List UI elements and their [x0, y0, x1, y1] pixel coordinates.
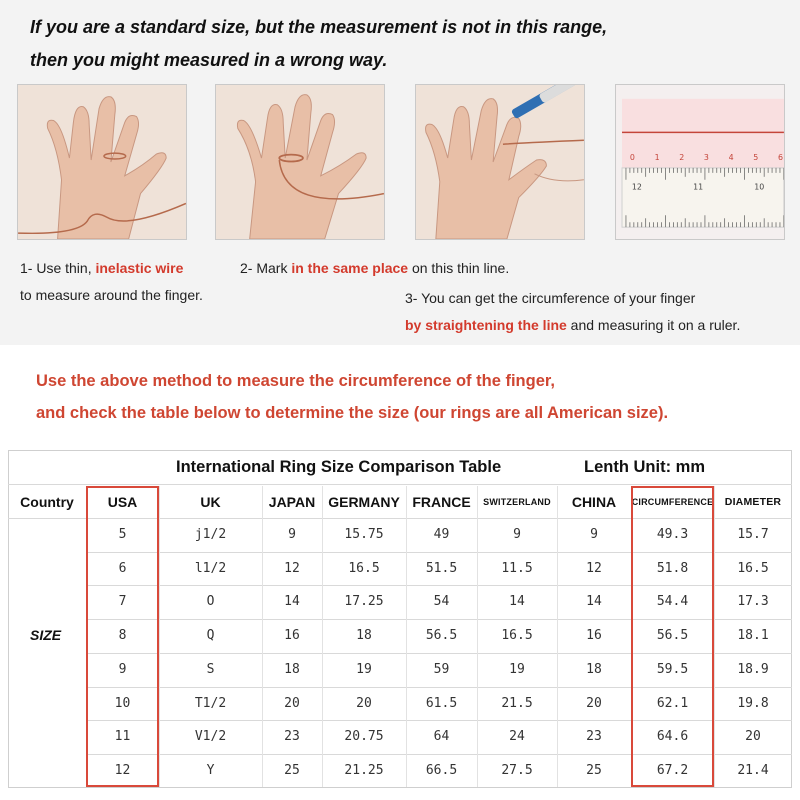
table-cell-japan: 12 [284, 560, 300, 576]
step-2-caption [240, 260, 509, 276]
table-cell-uk: O [206, 594, 215, 610]
warning-heading-line-1: If you are a standard size, but the measurement is not in this range, [30, 17, 608, 37]
ruler-number: 0 [629, 153, 635, 163]
table-cell-france: 54 [433, 594, 450, 610]
header-germany: GERMANY [328, 494, 400, 510]
ruler-number: 4 [728, 153, 734, 163]
table-cell-circumference: 49.3 [656, 527, 689, 542]
header-diameter: DIAMETER [724, 496, 782, 508]
table-cell-france: 49 [433, 527, 450, 542]
ruler-number: 12 [631, 182, 642, 192]
ruler-number: 2 [679, 153, 685, 163]
table-cell-france: 59 [433, 661, 450, 677]
step-2-text-end: on this thin line. [408, 260, 510, 276]
table-cell-diameter: 19.8 [737, 695, 769, 711]
table-title: International Ring Size Comparison Table [176, 458, 502, 476]
table-cell-uk: l1/2 [194, 560, 227, 576]
table-cell-china: 23 [586, 729, 602, 745]
ruler-number: 11 [693, 182, 704, 192]
table-cell-usa: 9 [118, 661, 127, 677]
table-cell-diameter: 15.7 [737, 527, 769, 542]
table-cell-germany: 19 [356, 661, 372, 677]
photo-ruler [615, 84, 785, 240]
table-cell-usa: 8 [118, 628, 127, 644]
step-3-text-end: and measuring it on a ruler. [566, 317, 741, 333]
table-cell-japan: 16 [284, 628, 300, 644]
ruler-number: 10 [754, 182, 765, 192]
warning-heading-line-2: then you might measured in a wrong way. [30, 50, 388, 70]
table-cell-france: 61.5 [425, 695, 458, 711]
table-cell-japan: 25 [284, 762, 300, 778]
table-cell-circumference: 59.5 [656, 661, 689, 677]
table-cell-japan: 18 [284, 661, 300, 677]
table-cell-germany: 17.25 [344, 594, 384, 610]
table-cell-circumference: 64.6 [656, 729, 689, 745]
table-cell-germany: 20 [356, 695, 372, 711]
header-usa: USA [107, 494, 138, 510]
ruler-number: 3 [703, 153, 709, 163]
step-1-caption-line-2: to measure around the finger. [20, 287, 203, 303]
circumference-column-highlight-box [631, 486, 714, 787]
table-cell-switzerland: 16.5 [501, 628, 533, 644]
table-cell-switzerland: 21.5 [501, 695, 533, 711]
table-cell-switzerland: 9 [513, 527, 521, 542]
table-cell-usa: 5 [118, 527, 127, 542]
table-cell-diameter: 20 [745, 729, 761, 745]
table-cell-uk: Y [206, 762, 215, 778]
table-cell-usa: 12 [114, 762, 131, 778]
usa-column-highlight-box [86, 486, 159, 787]
table-cell-china: 20 [586, 695, 602, 711]
photo-pen-marking [415, 84, 585, 240]
table-cell-circumference: 62.1 [656, 695, 689, 711]
table-cell-circumference: 67.2 [656, 762, 689, 778]
header-china: CHINA [571, 494, 617, 510]
table-cell-usa: 6 [118, 560, 127, 576]
table-cell-diameter: 21.4 [737, 762, 769, 778]
table-cell-usa: 7 [118, 594, 127, 610]
table-cell-uk: Q [206, 628, 215, 644]
step-1-highlight: inelastic wire [95, 260, 184, 276]
method-line-2: and check the table below to determine the size (our rings are all American size). [36, 404, 669, 422]
hand-wire-illustration [18, 85, 186, 239]
table-cell-china: 14 [586, 594, 602, 610]
table-cell-germany: 15.75 [344, 527, 384, 542]
table-cell-germany: 21.25 [344, 762, 384, 778]
table-cell-diameter: 17.3 [737, 594, 769, 610]
table-cell-china: 25 [586, 762, 602, 778]
table-cell-china: 9 [590, 527, 598, 542]
table-cell-france: 51.5 [425, 560, 458, 576]
table-cell-usa: 10 [114, 695, 131, 711]
ruler-illustration [616, 85, 784, 239]
table-cell-germany: 20.75 [344, 729, 384, 745]
header-japan: JAPAN [268, 494, 316, 510]
table-cell-germany: 16.5 [348, 560, 380, 576]
ruler-number: 1 [654, 153, 660, 163]
table-cell-circumference: 54.4 [656, 594, 689, 610]
method-line-1: Use the above method to measure the circumference of the finger, [36, 372, 555, 390]
table-cell-uk: T1/2 [194, 695, 227, 711]
header-circumference: CIRCUMFERENCE [631, 497, 714, 507]
table-cell-uk: V1/2 [194, 729, 227, 745]
ruler-number: 6 [777, 153, 784, 163]
header-switzerland: SWITZERLAND [483, 497, 551, 507]
table-cell-switzerland: 19 [509, 661, 525, 677]
step-1-text: 1- Use thin, [20, 260, 96, 276]
table-cell-japan: 20 [284, 695, 300, 711]
table-cell-china: 18 [586, 661, 602, 677]
table-cell-france: 56.5 [425, 628, 458, 644]
table-cell-switzerland: 14 [509, 594, 525, 610]
table-cell-france: 64 [433, 729, 450, 745]
table-cell-china: 12 [586, 560, 602, 576]
table-cell-japan: 23 [284, 729, 300, 745]
table-cell-japan: 9 [288, 527, 296, 542]
table-cell-germany: 18 [356, 628, 372, 644]
step-2-text: 2- Mark [240, 260, 292, 276]
table-cell-uk: j1/2 [194, 527, 227, 542]
step-3-highlight: by straightening the line [405, 317, 567, 333]
table-row-divider [8, 484, 792, 485]
table-cell-circumference: 51.8 [656, 560, 689, 576]
table-cell-uk: S [206, 661, 215, 677]
header-uk: UK [200, 494, 221, 510]
hand-mark-illustration [216, 85, 384, 239]
table-cell-switzerland: 27.5 [501, 762, 533, 778]
photo-wire-around-finger [17, 84, 187, 240]
header-country: Country [20, 494, 74, 510]
step-1-caption [20, 260, 183, 276]
table-cell-france: 66.5 [425, 762, 458, 778]
step-2-highlight: in the same place [291, 260, 409, 276]
photo-mark-wire [215, 84, 385, 240]
table-cell-china: 16 [586, 628, 602, 644]
header-france: FRANCE [412, 494, 471, 510]
pen-marking-illustration [416, 85, 584, 239]
table-cell-circumference: 56.5 [656, 628, 689, 644]
table-cell-switzerland: 24 [509, 729, 525, 745]
table-cell-usa: 11 [114, 729, 131, 745]
ruler-number: 5 [753, 153, 759, 163]
table-cell-diameter: 16.5 [737, 560, 769, 576]
table-cell-switzerland: 11.5 [501, 560, 533, 576]
size-row-label: SIZE [30, 627, 62, 643]
table-cell-diameter: 18.9 [737, 661, 769, 677]
table-unit: Lenth Unit: mm [584, 458, 705, 476]
table-cell-japan: 14 [284, 594, 300, 610]
step-3-caption-line-2 [405, 317, 740, 333]
step-3-caption: 3- You can get the circumference of your finger [405, 290, 696, 306]
table-cell-diameter: 18.1 [737, 628, 769, 644]
